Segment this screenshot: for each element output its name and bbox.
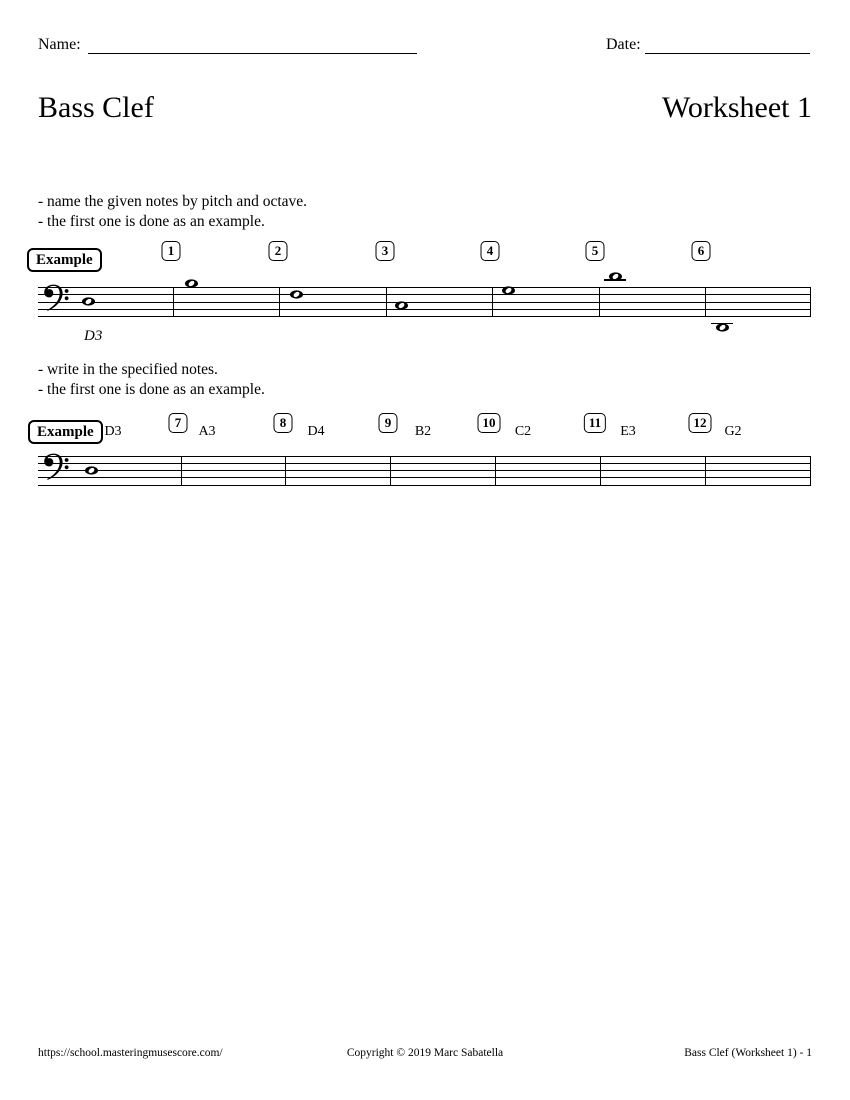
question-box-6: 6 [692,241,711,261]
question-box-1: 1 [162,241,181,261]
pitch-label-d4: D4 [307,424,325,439]
barline [181,456,182,486]
barline [705,456,706,486]
staff-line [38,294,810,295]
barline [173,287,174,317]
question-box-12: 12 [689,413,712,433]
question-box-7: 7 [169,413,188,433]
staff-line [38,287,810,288]
bass-clef [43,284,70,314]
question-box-9: 9 [379,413,398,433]
section2-instruction-1: - write in the specified notes. [38,361,218,378]
barline [600,456,601,486]
example-answer-label: D3 [84,328,103,344]
whole-note-glyph-c3 [394,300,409,311]
barline [279,287,280,317]
barline [390,456,391,486]
whole-note-d3 [81,296,96,307]
staff-line [38,456,810,457]
whole-note-glyph-g3 [501,285,516,296]
barline [599,287,600,317]
pitch-label-a3: A3 [198,424,216,439]
footer-page-label: Bass Clef (Worksheet 1) - 1 [684,1047,812,1059]
question-box-4: 4 [481,241,500,261]
section2-example-box [28,420,103,444]
date-label: Date: [606,36,641,53]
example-pitch-label: D3 [104,424,122,439]
pitch-label-c2: C2 [514,424,532,439]
pitch-label-b2: B2 [414,424,432,439]
whole-note-d4 [608,271,623,282]
section2-example-label: Example [37,424,94,440]
pitch-label-g2: G2 [724,424,742,439]
barline [810,456,811,486]
bass-clef-icon [43,453,70,483]
staff-line [38,309,810,310]
whole-note-glyph-f3 [289,289,304,300]
worksheet-number-title: Worksheet 1 [661,91,812,124]
whole-note-d3 [84,465,99,476]
whole-note-glyph-b3 [184,278,199,289]
question-box-2: 2 [269,241,288,261]
staff-line [38,470,810,471]
barline [495,456,496,486]
barline [810,287,811,317]
section2-instruction-2: - the first one is done as an example. [38,381,265,398]
whole-note-d2 [715,322,730,333]
barline [492,287,493,317]
question-box-10: 10 [478,413,501,433]
pitch-label-e3: E3 [620,424,636,439]
barline [386,287,387,317]
footer-copyright: Copyright © 2019 Marc Sabatella [346,1047,504,1059]
page-title: Bass Clef [38,91,154,124]
whole-note-f3 [289,289,304,300]
question-box-5: 5 [586,241,605,261]
staff-line [38,316,810,317]
section1-example-box [27,248,102,272]
barline [705,287,706,317]
name-label: Name: [38,36,81,53]
date-blank-line [645,53,810,55]
whole-note-glyph-d4 [608,271,623,282]
bass-clef-icon [43,284,70,314]
whole-note-b3 [184,278,199,289]
whole-note-glyph-d2 [715,322,730,333]
staff-line [38,477,810,478]
question-box-8: 8 [274,413,293,433]
staff-line [38,485,810,486]
section1-example-label: Example [36,252,93,268]
whole-note-c3 [394,300,409,311]
whole-note-glyph-d3 [84,465,99,476]
barline [285,456,286,486]
footer-url: https://school.masteringmusescore.com/ [38,1047,223,1059]
staff-line [38,302,810,303]
whole-note-g3 [501,285,516,296]
staff-line [38,463,810,464]
section1-instruction-1: - name the given notes by pitch and octave. [38,193,308,210]
section1-instruction-2: - the first one is done as an example. [38,213,265,230]
bass-clef [43,453,70,483]
name-blank-line [88,53,417,55]
whole-note-glyph-d3 [81,296,96,307]
question-box-3: 3 [376,241,395,261]
question-box-11: 11 [584,413,606,433]
